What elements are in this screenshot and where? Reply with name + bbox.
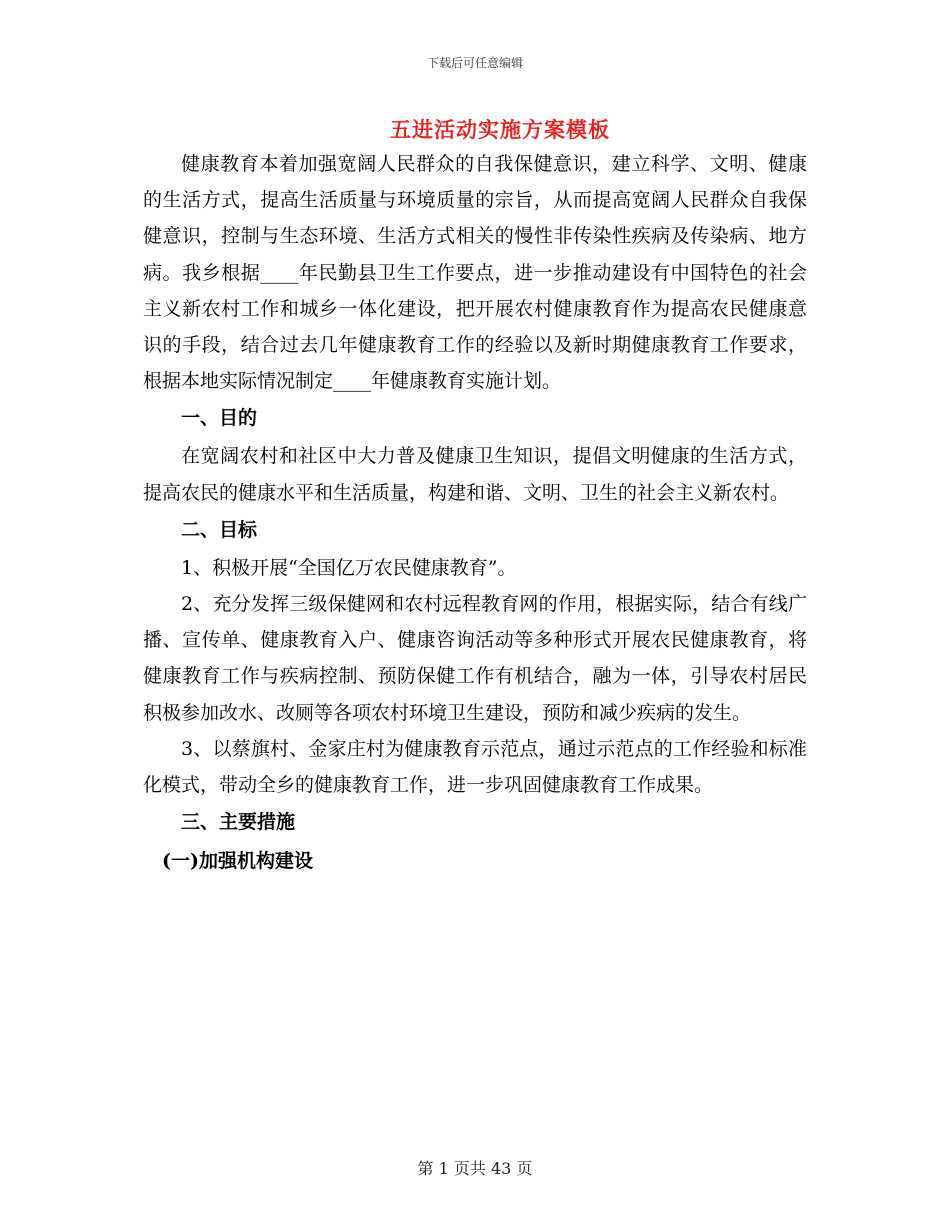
section-heading-purpose: 一、目的 <box>181 407 258 430</box>
document-title: 五进活动实施方案模板 <box>390 117 610 142</box>
goal-item-2: 2、充分发挥三级保健网和农村远程教育网的作用，根据实际，结合有线广播、宣传单、健康教育入户、健康咨询活动等多种形式开展农民健康教育，将健康教育工作与疾病控制、预防保健工作有机结合，融为一体，引导农村居民积极参加改水、改厕等各项农村环境卫生建设，预防和减少疾病的发生。 <box>143 593 807 724</box>
page-footer-number: 第 1 页共 43 页 <box>417 1159 533 1178</box>
goal-item-1: 1、积极开展“全国亿万农民健康教育”。 <box>181 556 517 579</box>
document-body <box>143 146 807 881</box>
intro-paragraph: 健康教育本着加强宽阔人民群众的自我保健意识，建立科学、文明、健康的生活方式，提高生活质量与环境质量的宗旨，从而提高宽阔人民群众自我保健意识，控制与生态环境、生活方式相关的慢性非传染性疾病及传染病、地方病。我乡根据____年民勤县卫生工作要点，进一步推动建设有中国特色的社会主义新农村工作和城乡一体化建设，把开展农村健康教育作为提高农民健康意识的手段，结合过去几年健康教育工作的经验以及新时期健康教育工作要求，根据本地实际情况制定____年健康教育实施计划。 <box>143 153 807 393</box>
subsection-heading-organization: (一)加强机构建设 <box>162 850 313 873</box>
goal-item-3: 3、以蔡旗村、金家庄村为健康教育示范点，通过示范点的工作经验和标准化模式，带动全乡的健康教育工作，进一步巩固健康教育工作成果。 <box>143 737 807 797</box>
page-header-note: 下载后可任意编辑 <box>426 56 523 70</box>
purpose-paragraph: 在宽阔农村和社区中大力普及健康卫生知识，提倡文明健康的生活方式，提高农民的健康水平和生活质量，构建和谐、文明、卫生的社会主义新农村。 <box>143 445 807 504</box>
section-heading-goals: 二、目标 <box>181 518 258 541</box>
section-heading-measures: 三、主要措施 <box>181 811 296 834</box>
